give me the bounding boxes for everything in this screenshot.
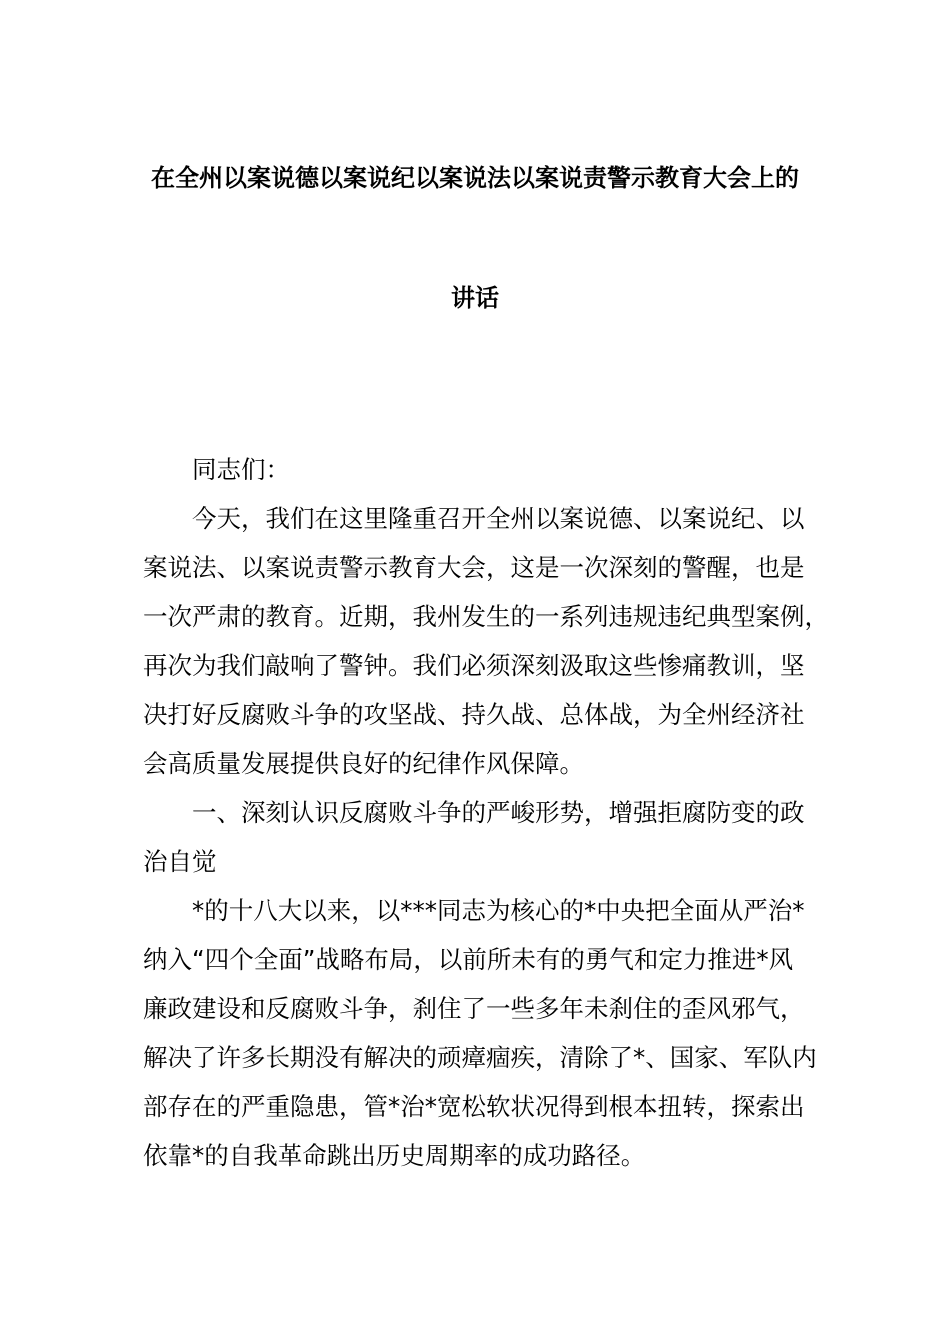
paragraph-1-line-5: 决打好反腐败斗争的攻坚战、持久战、总体战，为全州经济社	[143, 700, 805, 729]
section-heading-1-line-1: 一、深刻认识反腐败斗争的严峻形势，增强拒腐防变的政	[192, 798, 805, 827]
document-body	[143, 452, 829, 1187]
paragraph-1-line-6: 会高质量发展提供良好的纪律作风保障。	[143, 749, 584, 778]
paragraph-1-line-3: 一次严肃的教育。近期，我州发生的一系列违规违纪典型案例，	[143, 602, 829, 631]
paragraph-1-line-1: 今天，我们在这里隆重召开全州以案说德、以案说纪、以	[192, 504, 805, 533]
paragraph-2-line-6: 依靠*的自我革命跳出历史周期率的成功路径。	[143, 1141, 646, 1170]
paragraph-2-line-5: 部存在的严重隐患，管*治*宽松软状况得到根本扭转，探索出	[143, 1092, 805, 1121]
section-heading-1-line-2: 治自觉	[143, 847, 217, 876]
paragraph-1-line-4: 再次为我们敲响了警钟。我们必须深刻汲取这些惨痛教训，坚	[143, 651, 805, 680]
document-title-line-2: 讲话	[451, 284, 499, 312]
paragraph-2-line-4: 解决了许多长期没有解决的顽瘴痼疾，清除了*、国家、军队内	[143, 1043, 817, 1072]
paragraph-2-line-3: 廉政建设和反腐败斗争，刹住了一些多年未刹住的歪风邪气，	[143, 994, 805, 1023]
paragraph-1-line-2: 案说法、以案说责警示教育大会，这是一次深刻的警醒，也是	[143, 553, 805, 582]
paragraph-2-line-2: 纳入“四个全面”战略布局，以前所未有的勇气和定力推进*风	[143, 945, 794, 974]
salutation: 同志们：	[192, 455, 290, 484]
document-title-line-1: 在全州以案说德以案说纪以案说法以案说责警示教育大会上的	[151, 164, 799, 192]
paragraph-2-line-1: *的十八大以来，以***同志为核心的*中央把全面从严治*	[192, 896, 805, 925]
